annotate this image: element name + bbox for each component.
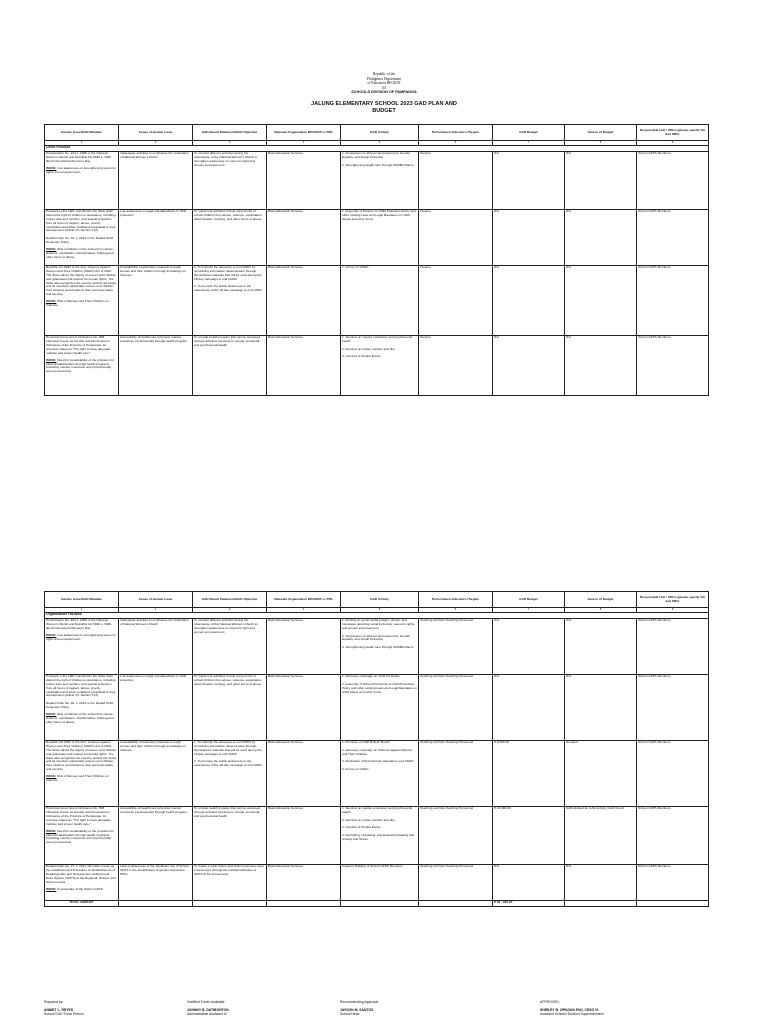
issue-prefix: ISSUE: [46, 246, 57, 251]
column-header: Relevant Organization MFO/PAP or PPA [267, 592, 341, 608]
unit-text: School GFPS Members [638, 618, 671, 623]
cell-org [267, 209, 341, 265]
issue-text: ISSUE: Risk of children in the school from abuse, violence, exploitation, discrimination, bullying and other forms of abuse [46, 711, 114, 724]
signature-name: JOHNNY B. DATIBONTON [187, 1008, 229, 1013]
cell-cause [119, 674, 193, 740]
column-header: Source of Budget [565, 592, 637, 608]
source-text: N/A [566, 151, 572, 156]
cell-budget [493, 618, 565, 674]
column-number: 3 [193, 141, 267, 146]
cell-unit [637, 151, 709, 209]
cell-source [565, 335, 637, 395]
cell-source [565, 151, 637, 209]
total-empty-cell [267, 900, 341, 906]
page-title: JALUNG ELEMENTARY SCHOOL 2023 GAD PLAN AND [311, 101, 457, 108]
cause-text: Unavailability of advocacy materials to equip women and their children through knowledge on Violence [120, 740, 186, 752]
cell-source [565, 618, 637, 674]
cell-budget [493, 674, 565, 740]
cell-budget [493, 151, 565, 209]
source-text: N/A [566, 674, 572, 679]
page-title-2: BUDGET [372, 107, 396, 114]
column-header: GAD Activity [341, 592, 419, 608]
cell-activity [341, 864, 419, 900]
table-row [45, 864, 709, 900]
signature-name: JAYSON M. SANTOS [340, 1008, 374, 1013]
column-header: Source of Budget [565, 125, 637, 141]
signature-label: Prepared by: [44, 1000, 64, 1004]
cell-mandate [45, 209, 119, 265]
budget-text: N/A [494, 618, 500, 623]
cell-activity [341, 618, 419, 674]
org-text: Basic Education Services [268, 209, 303, 214]
cause-text: Inadequate activities to emphasize the celebration of National Women's Month [120, 618, 189, 627]
column-header: GAD Activity [341, 125, 419, 141]
section-label: Organization Focused [45, 612, 709, 618]
cell-cause [119, 806, 193, 864]
objective-text: To conduct different activities during the observance of the National Women's Month to strengthen awareness on women's right and women empowerment [194, 618, 258, 634]
budget-text: P 22,990.00 [494, 806, 511, 811]
signature-certified [187, 1000, 229, 1017]
total-row [45, 900, 709, 906]
cell-mandate [45, 674, 119, 740]
org-text: Basic Education Services [268, 740, 303, 745]
column-header: Responsible Unit / Office (please specify SG and SBC) [637, 125, 709, 141]
target-text: Teaching and Non-Teaching Personnel [420, 618, 474, 623]
column-header: GAD Result Statement/GAD Objective [193, 592, 267, 608]
objective-text: To provide health program that can be accessed through activities focusing on mental, emotional, and psychosocial health [194, 335, 261, 347]
cell-cause [119, 265, 193, 335]
cell-source [565, 806, 637, 864]
column-header: Gender Issue/GAD Mandate [45, 125, 119, 141]
cell-cause [119, 864, 193, 900]
budget-text: N/A [494, 151, 500, 156]
column-number: 5 [341, 608, 419, 613]
table-row [45, 151, 709, 209]
mandate-text: Pursuant to the 1987 Constitution the State shall defend the right of children to assistance, including proper care and nutrition, and special protection from all forms of neglect, abuse, cruelty, exploitation and other conditions prejudicial to their development (Article XV, Section 3 [2] DepEd Order No. 40, s. 2012 or the DepEd Child Protection Policy [46, 209, 116, 244]
cell-objective [193, 740, 267, 806]
target-text: Teaching and Non-Teaching Personnel [420, 864, 474, 869]
cell-source [565, 740, 637, 806]
source-text: N/A [566, 335, 572, 340]
cell-activity [341, 806, 419, 864]
cause-text: Lack of awareness of the significant role of School GFPS in the identification of gender-responsive PPAs [120, 864, 189, 876]
cell-activity [341, 740, 419, 806]
column-number: 2 [119, 608, 193, 613]
column-number: 1 [45, 141, 119, 146]
issue-prefix: ISSUE: [46, 828, 57, 833]
header-line: of Education REGION [367, 81, 401, 86]
header-line: Republic of the [372, 72, 396, 76]
cell-cause [119, 335, 193, 395]
mandate-text: Republic Act 9262 or the Anti- Violence Against Women and Their Children (VAWC) Act of 2004. The State values the dignity of women and children and guarantees full respect for human rights. The State also recognizes the need to protect the family and its members particularly women and children, from violence and threats to their personal safety and security. [46, 740, 117, 771]
column-number: 7 [493, 608, 565, 613]
cell-budget [493, 209, 565, 265]
unit-text: School GFPS Members [638, 674, 671, 679]
cell-budget [493, 864, 565, 900]
mandate-text: Proclamation No. 224 s. 1988 or the National Women's Month and Republic Act 6949 s. 1990. titled International Women's Day [46, 151, 112, 163]
org-text: Basic Education Services [268, 864, 303, 869]
cause-text: Accessibility of health care (physical, mental, emotional, psychosocial) through health program [120, 806, 187, 815]
activity-text: 1. Posting on social media images, photos, and messages depicting social inclusivity, women's rights, and women empowerment 2. Symposium on Women Empowerment, Gender Equality, and Social Inclusivity 3. Strengthening health care through ZUMBA Dance [342, 618, 416, 649]
issue-prefix: ISSUE: [46, 886, 57, 891]
unit-text: School GFPS Members [638, 806, 671, 811]
header-line: III [382, 85, 386, 90]
unit-text: School GFPS Members [638, 209, 671, 214]
source-text: N/A [566, 618, 572, 623]
target-text: Parents [420, 209, 431, 214]
signature-title: School Head [340, 1012, 360, 1017]
signature-name: ANNIET L. REYES [44, 1008, 74, 1013]
cell-org [267, 265, 341, 335]
issue-text: ISSUE: Risk of children in the school from abuse, violence, exploitation, discrimination, bullying and other forms of abuse [46, 246, 114, 259]
cell-org [267, 335, 341, 395]
activity-text: 1. Assembly of Parents on Child Protection Policy and other existing Laws and Legal Mandates on Child Abuse and other forms [342, 209, 416, 221]
column-header: GAD Budget [493, 592, 565, 608]
column-number: 4 [267, 141, 341, 146]
signature-label: Recommending Approval: [340, 1000, 379, 1004]
cell-objective [193, 151, 267, 209]
cell-objective [193, 265, 267, 335]
column-header: Cause of Gender Issue [119, 125, 193, 141]
cell-mandate [45, 151, 119, 209]
total-empty-cell [565, 900, 637, 906]
issue-text: ISSUE: Need for sustainability of the provision for parents/stakeholders through health programs (including mental, emotional, and psychosocial) among concerned [46, 357, 114, 374]
org-text: Basic Education Services [268, 265, 303, 270]
org-text: Basic Education Services [268, 674, 303, 679]
unit-text: School GFPS Members [638, 151, 671, 156]
mandate-text: Pursuant to the 1987 Constitution the State shall defend the right of children to assistance, including proper care and nutrition, and special protection from all forms of neglect, abuse, cruelty, exploitation and other conditions prejudicial to their development (Article XV, Section 3 [2] DepEd Order No. 40, s. 2012 or the DepEd Child Protection Policy [46, 674, 116, 709]
cell-unit [637, 618, 709, 674]
cause-text: Low awareness on legal mandates/laws on child protection [120, 674, 187, 683]
cell-mandate [45, 265, 119, 335]
issue-text: ISSUE: Need for sustainability of the provision for parents/stakeholders through health programs (including mental, emotional, and psychosocial) among concerned [46, 828, 114, 845]
org-text: Basic Education Services [268, 151, 303, 156]
cell-target [419, 806, 493, 864]
mandate-text: Provincial Government Ordinance No. 508 otherwise known as Gender and Development Ordinance of the Province of Pampanga. Its provision stated as "The right to have adequate nutrition and proper health care." [46, 806, 111, 826]
column-header: Responsible Unit / Office (please specify SG and SBC) [637, 592, 709, 608]
cell-objective [193, 864, 267, 900]
school-division: SCHOOLS DIVISION OF PAMPANGA [351, 90, 417, 95]
signature-title: School GAD Focal Person [44, 1012, 84, 1017]
objective-text: 1. To intensify the advocacy to end VAWC by conducting information dissemination through flyers/virtual materials that will be used during the 18-day campaign to end VAWC 2. To promote the public awareness in the observance of the 18-day campaign to end VAWC [194, 265, 263, 293]
unit-text: School GFPS Members [638, 740, 671, 745]
mandate-text: Republic Act 9262 or the Anti- Violence Against Women and Their Children (VAWC) Act of 2004. The State values the dignity of women and children and guarantees full respect for human rights. The State also recognizes the need to protect the family and its members particularly women and children, from violence and threats to their personal safety and security. [46, 265, 117, 296]
cell-source [565, 864, 637, 900]
table-row [45, 740, 709, 806]
table-row [45, 335, 709, 395]
objective-text: To provide health program that can be accessed through activities focusing on mental, emotional, and psychosocial health [194, 806, 261, 818]
source-text: Donation [566, 740, 579, 745]
cell-target [419, 618, 493, 674]
cell-target [419, 864, 493, 900]
unit-text: School GFPS Members [638, 864, 671, 869]
column-header: Performance Indicators /Targets [419, 592, 493, 608]
cell-unit [637, 806, 709, 864]
cell-budget [493, 265, 565, 335]
total-empty-cell [193, 900, 267, 906]
column-number: 5 [341, 141, 419, 146]
cell-objective [193, 674, 267, 740]
budget-text: N/A [494, 335, 500, 340]
table-row [45, 265, 709, 335]
issue-text: ISSUE: Functionality of the School GFPS [46, 886, 103, 891]
column-number: 7 [493, 141, 565, 146]
signature-recommending [340, 1000, 379, 1017]
target-text: Parents [420, 151, 431, 156]
cell-cause [119, 151, 193, 209]
cell-source [565, 265, 637, 335]
cell-target [419, 151, 493, 209]
activity-text: 1. Seminar on mental, emotional, and psychosocial health 2. Seminar on proper nutrition and diet 3. Conduct of Zumba Dance [342, 335, 412, 359]
budget-text: P 8,000.00 [494, 740, 509, 745]
total-value: P 30 , 990.00 [493, 900, 565, 906]
cell-cause [119, 740, 193, 806]
activity-text: 1. Forum on VAWC [342, 265, 369, 270]
cell-target [419, 265, 493, 335]
unit-text: School GFPS Members [638, 335, 671, 340]
cell-org [267, 864, 341, 900]
cell-activity [341, 265, 419, 335]
cell-unit [637, 209, 709, 265]
column-header: Relevant Organization MFO/PAP or PPA [267, 125, 341, 141]
org-text: Basic Education Services [268, 335, 303, 340]
cell-target [419, 674, 493, 740]
column-number: 6 [419, 608, 493, 613]
target-text: Parents [420, 265, 431, 270]
table-row [45, 806, 709, 864]
total-label: TOTAL AMOUNT [45, 900, 119, 906]
cell-unit [637, 864, 709, 900]
issue-text: ISSUE: Risk of Women and Their Children on Violence [46, 774, 109, 782]
source-text: N/A [566, 265, 572, 270]
issue-prefix: ISSUE: [46, 633, 57, 638]
column-number: 4 [267, 608, 341, 613]
column-header: GAD Budget [493, 125, 565, 141]
gad-plan-table-client [44, 124, 709, 396]
cell-objective [193, 335, 267, 395]
gad-plan-table-organization [44, 591, 709, 907]
cell-target [419, 209, 493, 265]
objective-text: To create a GAD culture and GAD responsive work environment through the institutionalization of GFPS at the school level [194, 864, 264, 876]
total-empty-cell [341, 900, 419, 906]
column-header: Cause of Gender Issue [119, 592, 193, 608]
cell-activity [341, 209, 419, 265]
total-empty-cell [637, 900, 709, 906]
column-number: 6 [419, 141, 493, 146]
cell-objective [193, 618, 267, 674]
target-text: Teaching and Non-Teaching Personnel [420, 806, 474, 811]
cell-unit [637, 265, 709, 335]
cell-mandate [45, 618, 119, 674]
signature-label: APPROVED: [540, 1000, 560, 1004]
issue-text: ISSUE: Risk of Women and Their Children on Violence [46, 299, 109, 307]
source-text: GAD Allotted for GAD Activity (GAD Fund) [566, 806, 624, 811]
cell-objective [193, 209, 267, 265]
column-number: 2 [119, 141, 193, 146]
target-text: Parents [420, 335, 431, 340]
activity-text: 1. Symposium on Women Empowerment, Gender Equality, and Social Inclusivity 2. Strengthening health care through ZUMBA Dance [342, 151, 414, 167]
cell-cause [119, 209, 193, 265]
section-label: Client Focused [45, 145, 709, 151]
source-text: N/A [566, 209, 572, 214]
cell-source [565, 674, 637, 740]
cause-text: Low awareness on legal mandates/laws on child protection [120, 209, 187, 218]
cell-org [267, 740, 341, 806]
cause-text: Inadequate activities to emphasize the celebration of National Women's Month [120, 151, 189, 160]
cell-target [419, 335, 493, 395]
objective-text: 1. To intensify the advocacy to end VAWC by conducting information dissemination through flyers/virtual materials that will be used during the 18-day campaign to end VAWC 2. To promote the public awareness in the observance of the 18-day campaign to end VAWC [194, 740, 263, 768]
cell-org [267, 618, 341, 674]
cell-source [565, 209, 637, 265]
issue-text: ISSUE: Low awareness on strengthening women's rights and empowerment. [46, 166, 116, 174]
objective-text: To conduct different activities during the observance of the National Women's Month to strengthen awareness on women's right and women empowerment [194, 151, 258, 167]
cell-activity [341, 674, 419, 740]
cell-budget [493, 335, 565, 395]
column-header: Performance Indicators /Targets [419, 125, 493, 141]
cell-unit [637, 674, 709, 740]
issue-prefix: ISSUE: [46, 166, 57, 171]
cell-budget [493, 806, 565, 864]
target-text: Teaching and Non-Teaching Personnel [420, 740, 474, 745]
column-number: 9 [637, 141, 709, 146]
org-text: Basic Education Services [268, 618, 303, 623]
issue-prefix: ISSUE: [46, 774, 57, 779]
column-number: 3 [193, 608, 267, 613]
cell-mandate [45, 335, 119, 395]
column-number: 8 [565, 141, 637, 146]
cause-text: Unavailability of advocacy materials to equip women and their children through knowledge on Violence [120, 265, 186, 277]
cell-activity [341, 151, 419, 209]
budget-text: N/A [494, 864, 500, 869]
signature-title: Administrative Assistant III [187, 1012, 227, 1017]
table-row [45, 618, 709, 674]
budget-text: N/A [494, 265, 500, 270]
mandate-text: Proclamation No. 224 s. 1988 or the National Women's Month and Republic Act 6949 s. 1990. titled International Women's Day [46, 618, 112, 630]
budget-text: N/A [494, 209, 500, 214]
cell-unit [637, 740, 709, 806]
signature-label: Certified Funds Available: [187, 1000, 226, 1004]
column-header: GAD Result Statement/GAD Objective [193, 125, 267, 141]
cell-org [267, 151, 341, 209]
org-text: Basic Education Services [268, 806, 303, 811]
objective-text: To implement activities to help prevent risk of school children from abuse, violence, exploitation, discrimination, bullying, and other forms of abuse [194, 674, 263, 686]
signature-title: Assistant Schools Division Superintendent [540, 1012, 604, 1017]
activity-text: 1. Seminar on mental, emotional, and psychosocial health 2. Seminar on proper nutrition and diet 3. Conduct of Zumba Dance 4. Debriefing, Unloading, and Releasing Dealing with Anxiety and Stress [342, 806, 415, 841]
mandate-text: DepEd Order No. 27, s. 2013 otherwise known as the Guidelines and Procedure on Establishment of DepEd gender and Development (GAD) Focal Point System (GFPS) at the Regional, Division and School Levels [46, 864, 116, 884]
cell-org [267, 674, 341, 740]
mandate-text: Provincial Government Ordinance No. 508 otherwise known as Gender and Development Ordinance of the Province of Pampanga. Its provision stated as "The right to have adequate nutrition and proper health care." [46, 335, 111, 355]
cell-mandate [45, 806, 119, 864]
issue-text: ISSUE: Low awareness on strengthening women's rights and empowerment. [46, 633, 116, 641]
source-text: N/A [566, 864, 572, 869]
total-empty-cell [119, 900, 193, 906]
column-number: 9 [637, 608, 709, 613]
cell-org [267, 806, 341, 864]
issue-prefix: ISSUE: [46, 357, 57, 362]
table-row [45, 674, 709, 740]
document-header [0, 72, 768, 114]
signature-name: SHIRLEY B. ZIPAGAN PhD, CESO VI [540, 1008, 599, 1013]
budget-text: N/A [494, 674, 500, 679]
signature-prepared [44, 1000, 84, 1017]
column-number: 8 [565, 608, 637, 613]
activity-text: 1. Provision of GAD Bulletin Board 2. Advocacy campaign on Violence against Women and Their Children 3. Production of flyers/virtual materials to end VAWC 4. Forum on VAWC [342, 740, 414, 771]
header-line: Philippines Department [366, 76, 402, 81]
cell-cause [119, 618, 193, 674]
cell-mandate [45, 740, 119, 806]
cell-unit [637, 335, 709, 395]
signature-approved [540, 1000, 604, 1017]
cell-mandate [45, 864, 119, 900]
cell-budget [493, 740, 565, 806]
cell-activity [341, 335, 419, 395]
column-number: 1 [45, 608, 119, 613]
total-empty-cell [419, 900, 493, 906]
issue-prefix: ISSUE: [46, 711, 57, 716]
activity-text: 1. Advocacy campaign on Child Protection 2. Assembly of School Personnel on Child Protection Policy and other existing Laws and Legal Mandates on Child Abuse and other forms [342, 674, 417, 694]
column-header: Gender Issue/GAD Mandate [45, 592, 119, 608]
table-row [45, 209, 709, 265]
issue-prefix: ISSUE: [46, 299, 57, 304]
cell-target [419, 740, 493, 806]
cell-objective [193, 806, 267, 864]
objective-text: To implement activities to help prevent risk of school children from abuse, violence, exploitation, discrimination, bullying, and other forms of abuse [194, 209, 263, 221]
cause-text: Accessibility of health care (physical, mental, emotional, psychosocial) through health program [120, 335, 187, 344]
unit-text: School GFPS Members [638, 265, 671, 270]
target-text: Teaching and Non-Teaching Personnel [420, 674, 474, 679]
activity-text: Capacity Building of School GFPS Members [342, 864, 403, 869]
